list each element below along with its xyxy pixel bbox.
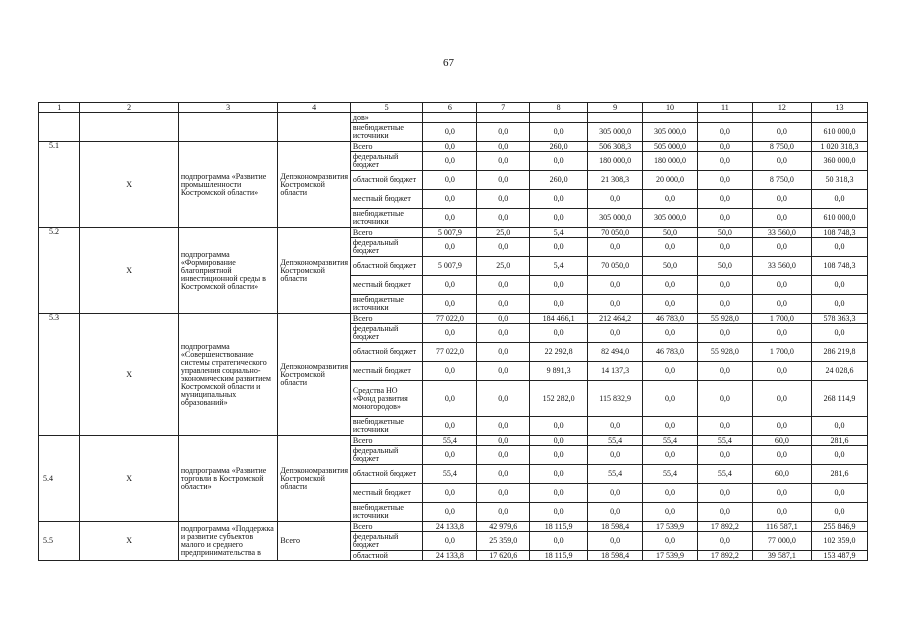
- column-header: 10: [643, 103, 698, 113]
- value-cell: 0,0: [477, 465, 530, 484]
- executor-name: Депэкономразвития Костромской области: [278, 142, 351, 228]
- value-cell: 0,0: [752, 503, 811, 522]
- source-cell: местный бюджет: [350, 276, 423, 295]
- value-cell: 0,0: [530, 503, 588, 522]
- value-cell: 18 598,4: [588, 522, 643, 532]
- value-cell: 0,0: [477, 152, 530, 171]
- value-cell: 0,0: [697, 142, 752, 152]
- table-body: [39, 103, 868, 561]
- value-cell: 360 000,0: [811, 152, 867, 171]
- value-cell: 0,0: [477, 343, 530, 362]
- value-cell: 0,0: [530, 465, 588, 484]
- value-cell: 60,0: [752, 465, 811, 484]
- value-cell: 9 891,3: [530, 362, 588, 381]
- value-cell: 610 000,0: [811, 123, 867, 142]
- value-cell: 0,0: [643, 276, 698, 295]
- value-cell: 281,6: [811, 436, 867, 446]
- value-cell: 50,0: [697, 228, 752, 238]
- program-name: подпрограмма «Формирование благоприятной инвестиционной среды в Костромской области»: [178, 228, 277, 314]
- value-cell: 0,0: [423, 295, 477, 314]
- value-cell: [588, 113, 643, 123]
- value-cell: 50,0: [643, 228, 698, 238]
- value-cell: 0,0: [423, 532, 477, 551]
- value-cell: 0,0: [752, 484, 811, 503]
- table-row: [39, 436, 868, 446]
- value-cell: 0,0: [752, 417, 811, 436]
- value-cell: 184 466,1: [530, 314, 588, 324]
- value-cell: 0,0: [477, 209, 530, 228]
- source-cell: внебюджетные источники: [350, 417, 423, 436]
- value-cell: 14 137,3: [588, 362, 643, 381]
- value-cell: 0,0: [588, 446, 643, 465]
- value-cell: 55,4: [697, 465, 752, 484]
- value-cell: 0,0: [697, 152, 752, 171]
- value-cell: 0,0: [643, 381, 698, 417]
- executor-name: Депэкономразвития Костромской области: [278, 314, 351, 436]
- value-cell: 0,0: [697, 532, 752, 551]
- value-cell: 0,0: [423, 362, 477, 381]
- source-cell: местный бюджет: [350, 484, 423, 503]
- value-cell: 0,0: [530, 446, 588, 465]
- source-cell: Всего: [350, 522, 423, 532]
- value-cell: [697, 113, 752, 123]
- value-cell: 0,0: [697, 123, 752, 142]
- value-cell: 0,0: [477, 314, 530, 324]
- executor-name: Всего: [278, 522, 351, 561]
- source-cell: местный бюджет: [350, 190, 423, 209]
- value-cell: 506 308,3: [588, 142, 643, 152]
- value-cell: 0,0: [643, 484, 698, 503]
- value-cell: [811, 113, 867, 123]
- value-cell: 0,0: [752, 152, 811, 171]
- value-cell: 0,0: [752, 362, 811, 381]
- source-cell: федеральный бюджет: [350, 446, 423, 465]
- value-cell: 0,0: [811, 276, 867, 295]
- value-cell: 0,0: [588, 417, 643, 436]
- value-cell: 17 620,6: [477, 551, 530, 561]
- value-cell: 180 000,0: [643, 152, 698, 171]
- value-cell: 33 560,0: [752, 257, 811, 276]
- value-cell: 55,4: [423, 436, 477, 446]
- value-cell: 60,0: [752, 436, 811, 446]
- executor-cell: [278, 113, 351, 142]
- value-cell: 102 359,0: [811, 532, 867, 551]
- value-cell: 0,0: [530, 324, 588, 343]
- value-cell: 0,0: [530, 152, 588, 171]
- source-cell: внебюджетные источники: [350, 503, 423, 522]
- value-cell: 17 539,9: [643, 522, 698, 532]
- value-cell: 0,0: [423, 209, 477, 228]
- value-cell: 152 282,0: [530, 381, 588, 417]
- value-cell: 5 007,9: [423, 228, 477, 238]
- program-name: подпрограмма «Поддержка и развитие субъектов малого и среднего предпринимательства в: [178, 522, 277, 561]
- value-cell: 1 020 318,3: [811, 142, 867, 152]
- value-cell: 0,0: [477, 503, 530, 522]
- value-cell: [752, 113, 811, 123]
- value-cell: 55 928,0: [697, 343, 752, 362]
- section-number: 5.2: [39, 228, 80, 314]
- column-header: 8: [530, 103, 588, 113]
- value-cell: 0,0: [643, 417, 698, 436]
- budget-table: [38, 102, 868, 561]
- value-cell: 0,0: [811, 484, 867, 503]
- value-cell: 18 115,9: [530, 522, 588, 532]
- value-cell: 0,0: [530, 276, 588, 295]
- program-name: подпрограмма «Совершенствование системы стратегического управления социально-экономическим развитием Костромской области и муниципальных образований»: [178, 314, 277, 436]
- column-header: 11: [697, 103, 752, 113]
- value-cell: 305 000,0: [588, 123, 643, 142]
- value-cell: 0,0: [643, 238, 698, 257]
- value-cell: 281,6: [811, 465, 867, 484]
- value-cell: 18 598,4: [588, 551, 643, 561]
- source-cell: Всего: [350, 228, 423, 238]
- section-number: 5.4: [39, 436, 80, 522]
- value-cell: 153 487,9: [811, 551, 867, 561]
- executor-name: Депэкономразвития Костромской области: [278, 228, 351, 314]
- value-cell: 17 892,2: [697, 551, 752, 561]
- value-cell: 17 892,2: [697, 522, 752, 532]
- value-cell: 0,0: [643, 362, 698, 381]
- value-cell: [643, 113, 698, 123]
- source-cell: федеральный бюджет: [350, 238, 423, 257]
- value-cell: 305 000,0: [643, 123, 698, 142]
- value-cell: 50 318,3: [811, 171, 867, 190]
- value-cell: 5 007,9: [423, 257, 477, 276]
- value-cell: 0,0: [477, 436, 530, 446]
- value-cell: 0,0: [530, 238, 588, 257]
- table-row: [39, 314, 868, 324]
- source-cell: внебюджетные источники: [350, 295, 423, 314]
- value-cell: 305 000,0: [588, 209, 643, 228]
- value-cell: 0,0: [697, 503, 752, 522]
- value-cell: 0,0: [423, 171, 477, 190]
- value-cell: 0,0: [752, 209, 811, 228]
- value-cell: 305 000,0: [643, 209, 698, 228]
- value-cell: 0,0: [530, 295, 588, 314]
- x-cell: X: [80, 228, 178, 314]
- value-cell: 0,0: [697, 381, 752, 417]
- value-cell: 77 000,0: [752, 532, 811, 551]
- x-cell: X: [80, 436, 178, 522]
- num-cell: [39, 113, 80, 142]
- value-cell: 0,0: [811, 190, 867, 209]
- value-cell: 0,0: [697, 238, 752, 257]
- value-cell: 0,0: [752, 190, 811, 209]
- value-cell: 0,0: [752, 446, 811, 465]
- value-cell: 0,0: [697, 295, 752, 314]
- value-cell: 212 464,2: [588, 314, 643, 324]
- value-cell: 55,4: [423, 465, 477, 484]
- value-cell: 0,0: [477, 362, 530, 381]
- value-cell: 0,0: [423, 503, 477, 522]
- value-cell: 0,0: [423, 324, 477, 343]
- value-cell: 0,0: [477, 417, 530, 436]
- value-cell: 0,0: [588, 503, 643, 522]
- value-cell: 25,0: [477, 228, 530, 238]
- value-cell: 0,0: [423, 190, 477, 209]
- value-cell: 0,0: [477, 324, 530, 343]
- value-cell: 82 494,0: [588, 343, 643, 362]
- value-cell: 5,4: [530, 257, 588, 276]
- value-cell: 0,0: [423, 381, 477, 417]
- value-cell: 24 133,8: [423, 551, 477, 561]
- source-cell: областной бюджет: [350, 343, 423, 362]
- value-cell: 33 560,0: [752, 228, 811, 238]
- value-cell: 0,0: [697, 209, 752, 228]
- value-cell: 505 000,0: [643, 142, 698, 152]
- value-cell: 46 783,0: [643, 343, 698, 362]
- value-cell: 0,0: [752, 295, 811, 314]
- value-cell: 46 783,0: [643, 314, 698, 324]
- value-cell: 0,0: [530, 417, 588, 436]
- value-cell: 55 928,0: [697, 314, 752, 324]
- value-cell: 0,0: [530, 123, 588, 142]
- value-cell: 0,0: [643, 324, 698, 343]
- value-cell: 0,0: [588, 238, 643, 257]
- value-cell: 55,4: [697, 436, 752, 446]
- value-cell: 286 219,8: [811, 343, 867, 362]
- source-cell: федеральный бюджет: [350, 152, 423, 171]
- value-cell: 0,0: [588, 532, 643, 551]
- value-cell: 0,0: [477, 190, 530, 209]
- value-cell: 0,0: [643, 446, 698, 465]
- value-cell: 0,0: [697, 484, 752, 503]
- column-header: 7: [477, 103, 530, 113]
- value-cell: 0,0: [752, 123, 811, 142]
- x-cell: X: [80, 522, 178, 561]
- value-cell: 0,0: [697, 324, 752, 343]
- source-cell: Всего: [350, 436, 423, 446]
- value-cell: 0,0: [530, 436, 588, 446]
- value-cell: 578 363,3: [811, 314, 867, 324]
- value-cell: 70 050,0: [588, 228, 643, 238]
- section-number: 5.3: [39, 314, 80, 436]
- value-cell: 0,0: [697, 171, 752, 190]
- value-cell: 610 000,0: [811, 209, 867, 228]
- value-cell: 0,0: [588, 324, 643, 343]
- value-cell: 0,0: [477, 276, 530, 295]
- value-cell: 0,0: [530, 190, 588, 209]
- program-cell: [178, 113, 277, 142]
- value-cell: 0,0: [530, 209, 588, 228]
- value-cell: 17 539,9: [643, 551, 698, 561]
- value-cell: 0,0: [477, 123, 530, 142]
- source-cell: областной бюджет: [350, 257, 423, 276]
- x-cell: X: [80, 142, 178, 228]
- column-header: 2: [80, 103, 178, 113]
- value-cell: 42 979,6: [477, 522, 530, 532]
- source-cell: внебюджетные источники: [350, 209, 423, 228]
- value-cell: 0,0: [752, 276, 811, 295]
- x-cell: [80, 113, 178, 142]
- value-cell: 116 587,1: [752, 522, 811, 532]
- value-cell: 25,0: [477, 257, 530, 276]
- source-cell: Средства НО «Фонд развития моногородов»: [350, 381, 423, 417]
- value-cell: 268 114,9: [811, 381, 867, 417]
- source-cell: федеральный бюджет: [350, 324, 423, 343]
- value-cell: 0,0: [811, 238, 867, 257]
- x-cell: X: [80, 314, 178, 436]
- value-cell: 0,0: [752, 324, 811, 343]
- value-cell: 0,0: [697, 417, 752, 436]
- value-cell: 55,4: [588, 436, 643, 446]
- source-cell: внебюджетные источники: [350, 123, 423, 142]
- value-cell: [530, 113, 588, 123]
- column-header: 12: [752, 103, 811, 113]
- value-cell: 25 359,0: [477, 532, 530, 551]
- value-cell: 0,0: [477, 238, 530, 257]
- page-number: 67: [443, 57, 454, 69]
- header-row: [39, 103, 868, 113]
- value-cell: 50,0: [697, 257, 752, 276]
- value-cell: 0,0: [423, 142, 477, 152]
- value-cell: 0,0: [423, 484, 477, 503]
- value-cell: 0,0: [477, 484, 530, 503]
- value-cell: 8 750,0: [752, 142, 811, 152]
- value-cell: 0,0: [752, 381, 811, 417]
- value-cell: 0,0: [477, 381, 530, 417]
- column-header: 4: [278, 103, 351, 113]
- value-cell: 77 022,0: [423, 314, 477, 324]
- value-cell: 55,4: [643, 465, 698, 484]
- value-cell: 0,0: [530, 532, 588, 551]
- value-cell: 22 292,8: [530, 343, 588, 362]
- value-cell: 55,4: [643, 436, 698, 446]
- table-row: [39, 522, 868, 532]
- column-header: 9: [588, 103, 643, 113]
- value-cell: 21 308,3: [588, 171, 643, 190]
- value-cell: 39 587,1: [752, 551, 811, 561]
- source-cell: федеральный бюджет: [350, 532, 423, 551]
- program-name: подпрограмма «Развитие торговли в Костромской области»: [178, 436, 277, 522]
- value-cell: 0,0: [643, 503, 698, 522]
- source-cell: областной: [350, 551, 423, 561]
- value-cell: 55,4: [588, 465, 643, 484]
- value-cell: 115 832,9: [588, 381, 643, 417]
- value-cell: [477, 113, 530, 123]
- value-cell: 0,0: [811, 324, 867, 343]
- value-cell: 0,0: [697, 446, 752, 465]
- section-number: 5.5: [39, 522, 80, 561]
- value-cell: [423, 113, 477, 123]
- value-cell: 50,0: [643, 257, 698, 276]
- value-cell: 0,0: [477, 446, 530, 465]
- source-cell: Всего: [350, 314, 423, 324]
- value-cell: 0,0: [811, 295, 867, 314]
- value-cell: 0,0: [423, 123, 477, 142]
- value-cell: 1 700,0: [752, 343, 811, 362]
- source-cell: областной бюджет: [350, 171, 423, 190]
- value-cell: 0,0: [588, 295, 643, 314]
- value-cell: 1 700,0: [752, 314, 811, 324]
- value-cell: 0,0: [811, 417, 867, 436]
- source-cell: дов»: [350, 113, 423, 123]
- value-cell: 260,0: [530, 171, 588, 190]
- value-cell: 0,0: [530, 484, 588, 503]
- executor-name: Депэкономразвития Костромской области: [278, 436, 351, 522]
- value-cell: 5,4: [530, 228, 588, 238]
- value-cell: 18 115,9: [530, 551, 588, 561]
- value-cell: 0,0: [423, 152, 477, 171]
- program-name: подпрограмма «Развитие промышленности Костромской области»: [178, 142, 277, 228]
- value-cell: 24 133,8: [423, 522, 477, 532]
- value-cell: 0,0: [752, 238, 811, 257]
- value-cell: 0,0: [588, 276, 643, 295]
- column-header: 3: [178, 103, 277, 113]
- value-cell: 77 022,0: [423, 343, 477, 362]
- value-cell: 0,0: [643, 532, 698, 551]
- value-cell: 0,0: [588, 190, 643, 209]
- value-cell: 0,0: [477, 171, 530, 190]
- table-row: [39, 142, 868, 152]
- column-header: 1: [39, 103, 80, 113]
- value-cell: 0,0: [588, 484, 643, 503]
- value-cell: 0,0: [811, 503, 867, 522]
- table-row: [39, 228, 868, 238]
- column-header: 5: [350, 103, 423, 113]
- value-cell: 0,0: [477, 295, 530, 314]
- value-cell: 0,0: [811, 446, 867, 465]
- value-cell: 0,0: [423, 276, 477, 295]
- value-cell: 0,0: [643, 190, 698, 209]
- value-cell: 0,0: [423, 238, 477, 257]
- column-header: 13: [811, 103, 867, 113]
- value-cell: 0,0: [697, 276, 752, 295]
- value-cell: 0,0: [697, 362, 752, 381]
- source-cell: Всего: [350, 142, 423, 152]
- value-cell: 0,0: [643, 295, 698, 314]
- value-cell: 0,0: [477, 142, 530, 152]
- table-row: [39, 113, 868, 123]
- value-cell: 108 748,3: [811, 228, 867, 238]
- source-cell: областной бюджет: [350, 465, 423, 484]
- value-cell: 8 750,0: [752, 171, 811, 190]
- value-cell: 180 000,0: [588, 152, 643, 171]
- value-cell: 20 000,0: [643, 171, 698, 190]
- value-cell: 260,0: [530, 142, 588, 152]
- value-cell: 0,0: [423, 446, 477, 465]
- value-cell: 70 050,0: [588, 257, 643, 276]
- value-cell: 108 748,3: [811, 257, 867, 276]
- value-cell: 0,0: [697, 190, 752, 209]
- value-cell: 255 846,9: [811, 522, 867, 532]
- value-cell: 24 028,6: [811, 362, 867, 381]
- value-cell: 0,0: [423, 417, 477, 436]
- section-number: 5.1: [39, 142, 80, 228]
- column-header: 6: [423, 103, 477, 113]
- source-cell: местный бюджет: [350, 362, 423, 381]
